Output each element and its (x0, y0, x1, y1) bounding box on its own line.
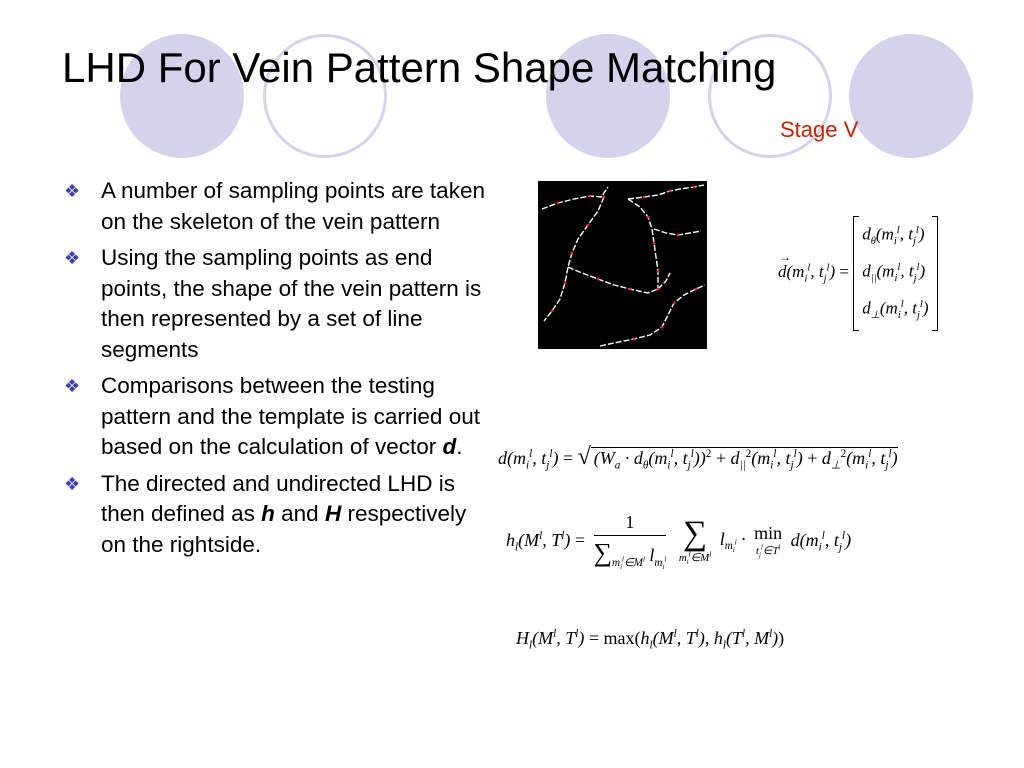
slide-title: LHD For Vein Pattern Shape Matching (62, 44, 777, 91)
lhd-H-label: H (324, 501, 342, 526)
sample-point (695, 288, 698, 291)
equation-directed-lhd: $h_l(M^l$, $T^l$) = $\frac{1}{\sum_{m_i^l\in M^l} l_{m_i^l}}$ ∑ $m_i^l\in M^l$ $l_{m_i^l}$ · min $t_j^l\in T^l$ $d(m_i^l$, $t_j^l$) (506, 512, 852, 571)
diamond-bullet-icon: ❖ (64, 181, 81, 201)
bullet-item-3 (64, 371, 494, 463)
sample-point (669, 190, 672, 193)
sample-point (653, 242, 656, 245)
bullet-text-3: Comparisons between the testing pattern and the template is carried out based on the calculation of vector (101, 373, 480, 459)
sample-point (557, 202, 560, 205)
bullet-text-1: A number of sampling points are taken on the skeleton of the vein pattern (101, 178, 485, 234)
sample-point (629, 288, 632, 291)
bullet-text-4: The directed and undirected LHD is then defined as (101, 470, 455, 526)
sample-point (643, 196, 646, 199)
bullet-item-2 (64, 243, 494, 365)
slide-subtitle: Stage V (780, 117, 859, 142)
bullet-text-4-end: respectively on the rightside. (101, 501, 467, 557)
equation-vector-d: d → ($m_i^l$, $t_j^l$) = $d_\theta(m_i^l$, $t_j^l$) $d_{||}(m_i^l$, $t_j^l$) $d_\perp(m_i^l$, $t_j^l$) (778, 216, 938, 331)
sample-point (633, 338, 636, 341)
decor-circle-5 (849, 34, 973, 158)
sample-point (571, 252, 574, 255)
sample-point (657, 270, 660, 273)
vein-line (544, 197, 604, 321)
sample-point (677, 234, 680, 237)
bullet-list (64, 176, 494, 566)
bullet-text-2: Using the sampling points as end points, the shape of the vein pattern is then represented by a set of line segments (101, 245, 482, 362)
sample-point (589, 195, 592, 198)
sample-point (673, 302, 676, 305)
sample-point (647, 216, 650, 219)
vein-skeleton-image (538, 181, 707, 349)
sample-point (603, 196, 606, 199)
vein-line (658, 273, 670, 289)
vein-line (568, 267, 658, 293)
bullet-item-1 (64, 176, 494, 237)
vein-line (600, 285, 705, 346)
sample-point (657, 288, 660, 291)
bullet-text-4-and: and (274, 501, 319, 526)
vector-d-label: d (442, 434, 457, 459)
diamond-bullet-icon: ❖ (64, 376, 81, 396)
sample-point (693, 186, 696, 189)
diamond-bullet-icon: ❖ (64, 248, 81, 268)
diamond-bullet-icon: ❖ (64, 473, 81, 494)
vein-line (628, 185, 704, 199)
lhd-h-label: h (261, 501, 275, 526)
equation-distance: $d(m_i^l$, $t_j^l$) = √ ($W_a \cdot d_\theta(m_i^l$, $t_j^l))^2 + d_{||}^2(m_i^l$, $t_j^l) + d_\perp^2(m_i^l$, $t_j^l$) (498, 444, 898, 472)
vein-line (542, 187, 608, 209)
bullet-text-3-end: . (456, 434, 463, 459)
sample-point (551, 310, 554, 313)
sample-point (564, 282, 567, 285)
sample-point (661, 326, 664, 329)
sample-point (587, 224, 590, 227)
bullet-item-4 (64, 469, 494, 561)
equation-undirected-lhd: $H_l(M^l$, $T^l) = \max(h_l(M^l$, $T^l$), $h_l(T^l$, $M^l$)) (516, 628, 785, 652)
sample-point (597, 278, 600, 281)
